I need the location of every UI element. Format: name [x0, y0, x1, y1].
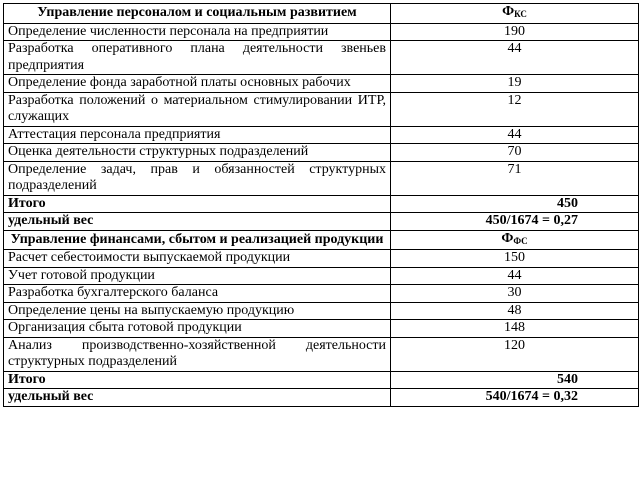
table-row — [4, 161, 639, 195]
table-row — [4, 75, 639, 93]
row-value: 71 — [391, 161, 639, 195]
table-row — [4, 267, 639, 285]
row-value: 48 — [391, 302, 639, 320]
row-name: Разработка бухгалтерского баланса — [4, 285, 391, 303]
row-value: 44 — [391, 41, 639, 75]
total-value: 540 — [391, 371, 639, 389]
row-name: Разработка положений о материальном стимулировании ИТР, служащих — [4, 92, 391, 126]
row-value: 19 — [391, 75, 639, 93]
total-label: Итого — [4, 371, 391, 389]
weight-row — [4, 389, 639, 407]
row-name: Учет готовой продукции — [4, 267, 391, 285]
column-header-sub: ФС — [513, 235, 528, 246]
row-value: 150 — [391, 250, 639, 268]
table-row — [4, 92, 639, 126]
table-row — [4, 144, 639, 162]
table-row — [4, 337, 639, 371]
row-name: Определение фонда заработной платы основных рабочих — [4, 75, 391, 93]
weight-row — [4, 213, 639, 231]
row-value: 44 — [391, 126, 639, 144]
weight-label: удельный вес — [4, 213, 391, 231]
section-header-row — [4, 230, 639, 250]
row-name: Оценка деятельности структурных подразделений — [4, 144, 391, 162]
weight-value: 450/1674 = 0,27 — [391, 213, 639, 231]
weight-label: удельный вес — [4, 389, 391, 407]
total-row — [4, 195, 639, 213]
column-header — [391, 230, 639, 250]
section-header-row — [4, 4, 639, 24]
weight-value: 540/1674 = 0,32 — [391, 389, 639, 407]
row-value: 190 — [391, 23, 639, 41]
table-row — [4, 23, 639, 41]
column-header — [391, 4, 639, 24]
row-value: 70 — [391, 144, 639, 162]
row-name: Определение задач, прав и обязанностей структурных подразделений — [4, 161, 391, 195]
column-header-sub: КС — [514, 9, 527, 19]
section-header: Управление персоналом и социальным развитием — [4, 4, 391, 24]
row-name: Определение цены на выпускаемую продукцию — [4, 302, 391, 320]
table-row — [4, 250, 639, 268]
table-row — [4, 285, 639, 303]
functions-table — [3, 3, 639, 407]
row-name: Организация сбыта готовой продукции — [4, 320, 391, 338]
table-row — [4, 302, 639, 320]
row-name: Определение численности персонала на предприятии — [4, 23, 391, 41]
row-value: 12 — [391, 92, 639, 126]
table-row — [4, 126, 639, 144]
total-row — [4, 371, 639, 389]
section-header: Управление финансами, сбытом и реализацией продукции — [4, 230, 391, 250]
row-value: 30 — [391, 285, 639, 303]
row-name: Разработка оперативного плана деятельности звеньев предприятия — [4, 41, 391, 75]
row-name: Расчет себестоимости выпускаемой продукции — [4, 250, 391, 268]
row-value: 44 — [391, 267, 639, 285]
row-value: 148 — [391, 320, 639, 338]
total-label: Итого — [4, 195, 391, 213]
column-header-main: Ф — [501, 230, 514, 246]
column-header-main: Ф — [502, 4, 515, 19]
row-name: Аттестация персонала предприятия — [4, 126, 391, 144]
table-row — [4, 41, 639, 75]
table-row — [4, 320, 639, 338]
row-value: 120 — [391, 337, 639, 371]
row-name: Анализ производственно-хозяйственной деятельности структурных подразделений — [4, 337, 391, 371]
total-value: 450 — [391, 195, 639, 213]
